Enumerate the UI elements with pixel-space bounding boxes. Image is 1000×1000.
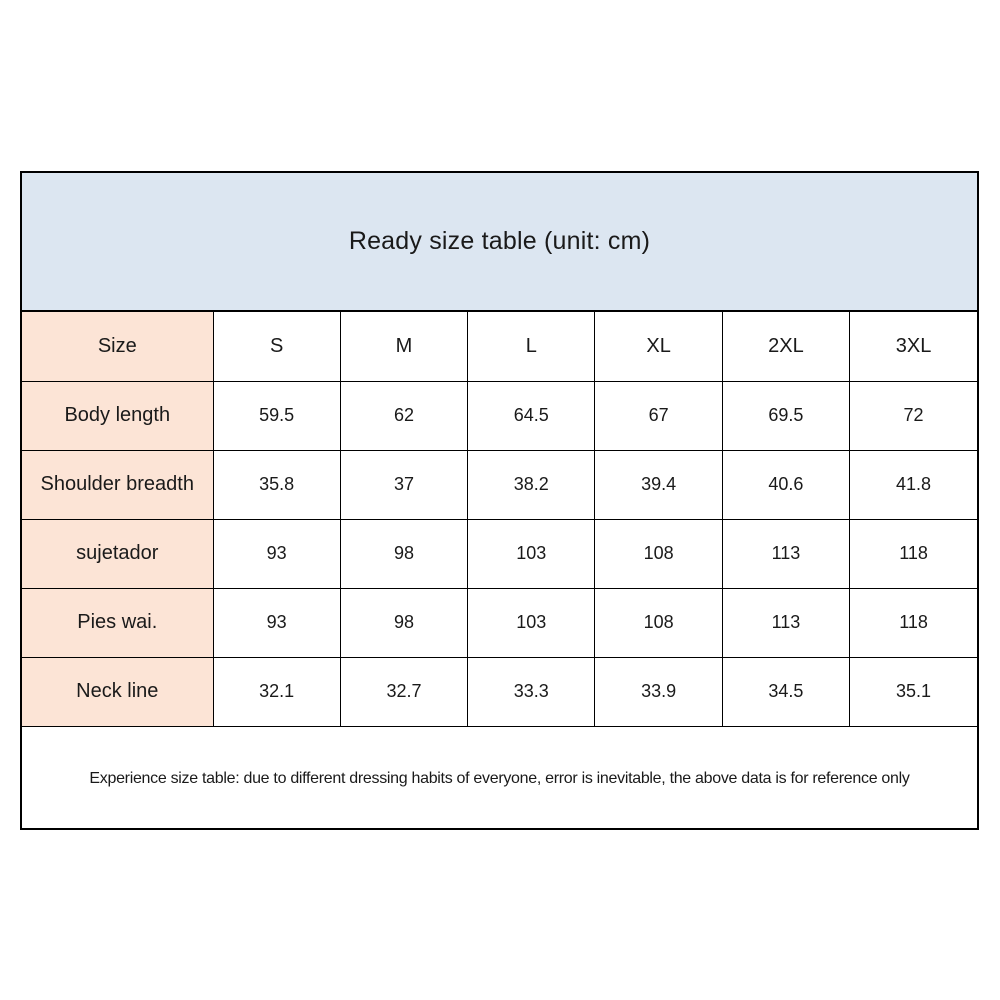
table-cell: 98 xyxy=(340,588,467,657)
table-cell: 40.6 xyxy=(722,450,849,519)
table-cell: 39.4 xyxy=(595,450,722,519)
table-cell: 113 xyxy=(722,519,849,588)
size-column-header: L xyxy=(468,312,595,381)
table-cell: 72 xyxy=(850,381,977,450)
size-column-header: S xyxy=(213,312,340,381)
size-column-header: XL xyxy=(595,312,722,381)
table-cell: 93 xyxy=(213,588,340,657)
table-cell: 32.7 xyxy=(340,657,467,726)
size-column-header: 2XL xyxy=(722,312,849,381)
table-cell: 34.5 xyxy=(722,657,849,726)
row-label: Shoulder breadth xyxy=(22,450,213,519)
row-label: sujetador xyxy=(22,519,213,588)
chart-title: Ready size table (unit: cm) xyxy=(22,173,977,312)
table-row xyxy=(22,588,977,657)
table-cell: 98 xyxy=(340,519,467,588)
table-cell: 118 xyxy=(850,588,977,657)
size-table xyxy=(22,312,977,727)
table-cell: 67 xyxy=(595,381,722,450)
table-cell: 103 xyxy=(468,588,595,657)
table-cell: 62 xyxy=(340,381,467,450)
table-cell: 38.2 xyxy=(468,450,595,519)
table-cell: 64.5 xyxy=(468,381,595,450)
table-cell: 33.9 xyxy=(595,657,722,726)
table-cell: 37 xyxy=(340,450,467,519)
table-cell: 118 xyxy=(850,519,977,588)
table-cell: 103 xyxy=(468,519,595,588)
table-cell: 69.5 xyxy=(722,381,849,450)
row-label: Neck line xyxy=(22,657,213,726)
size-header-row xyxy=(22,312,977,381)
table-cell: 108 xyxy=(595,519,722,588)
table-cell: 35.1 xyxy=(850,657,977,726)
table-row xyxy=(22,381,977,450)
table-cell: 93 xyxy=(213,519,340,588)
table-cell: 35.8 xyxy=(213,450,340,519)
table-cell: 113 xyxy=(722,588,849,657)
row-label: Pies wai. xyxy=(22,588,213,657)
size-chart xyxy=(20,171,979,830)
table-cell: 32.1 xyxy=(213,657,340,726)
table-cell: 41.8 xyxy=(850,450,977,519)
size-column-header: M xyxy=(340,312,467,381)
table-cell: 59.5 xyxy=(213,381,340,450)
size-column-header: 3XL xyxy=(850,312,977,381)
size-header-label: Size xyxy=(22,312,213,381)
row-label: Body length xyxy=(22,381,213,450)
table-cell: 108 xyxy=(595,588,722,657)
table-row xyxy=(22,657,977,726)
table-row xyxy=(22,450,977,519)
table-row xyxy=(22,519,977,588)
disclaimer-note: Experience size table: due to different dressing habits of everyone, error is inevitable, the above data is for reference only xyxy=(89,769,910,787)
table-cell: 33.3 xyxy=(468,657,595,726)
